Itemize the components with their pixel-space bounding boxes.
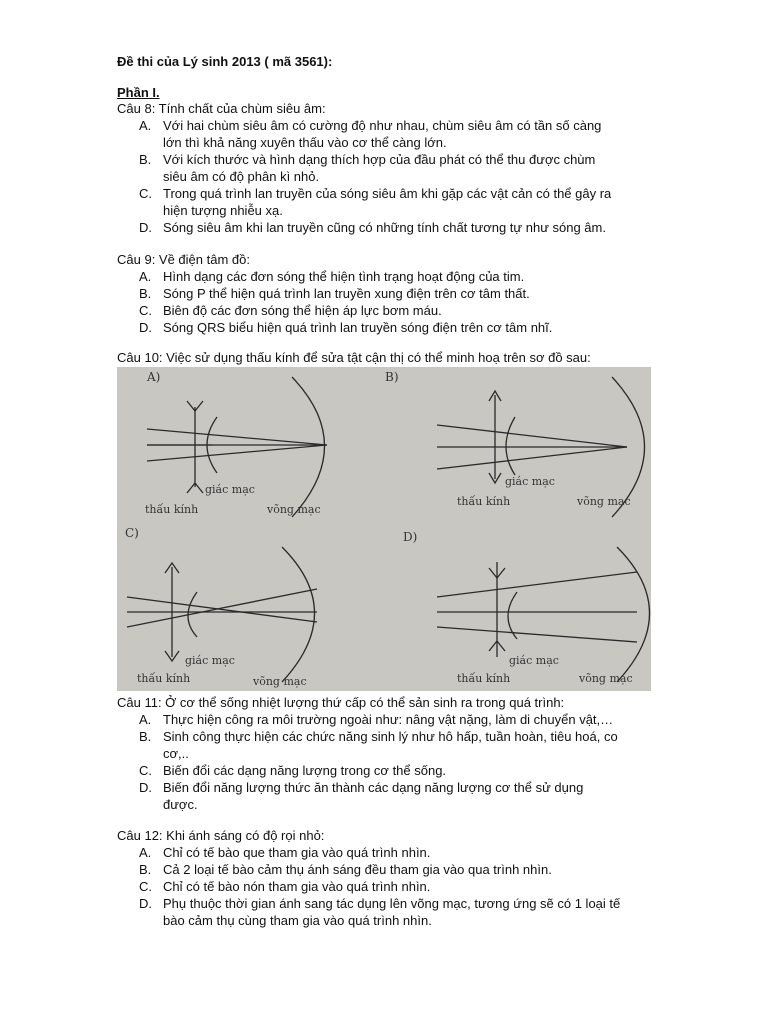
question-11-option-a bbox=[117, 711, 677, 728]
question-9 bbox=[117, 251, 677, 336]
question-12-option-d bbox=[117, 895, 677, 929]
option-letter: A. bbox=[139, 118, 152, 133]
option-letter: B. bbox=[139, 152, 152, 167]
question-9-option-d bbox=[117, 319, 677, 336]
panel-b-retina-label: võng mạc bbox=[577, 495, 631, 508]
option-line: Sóng QRS biểu hiện quá trình lan truyền sóng điện trên cơ tâm nhĩ. bbox=[163, 320, 553, 335]
option-line: Chỉ có tế bào que tham gia vào quá trình nhìn. bbox=[163, 845, 431, 860]
option-line: Thực hiện công ra môi trường ngoài như: nâng vật nặng, làm di chuyển vật,… bbox=[163, 712, 614, 727]
option-line: Biến đổi các dạng năng lượng trong cơ thể sống. bbox=[163, 763, 447, 778]
question-12 bbox=[117, 827, 677, 929]
panel-a bbox=[147, 377, 327, 517]
question-12-option-a bbox=[117, 844, 677, 861]
exam-title: Đề thi của Lý sinh 2013 ( mã 3561): bbox=[117, 54, 333, 69]
panel-a-lens-label: thấu kính bbox=[145, 503, 199, 516]
option-line: Với kích thước và hình dạng thích hợp của đầu phát có thể thu được chùm bbox=[163, 152, 596, 167]
question-11-option-b bbox=[117, 728, 677, 762]
panel-a-retina-label: võng mạc bbox=[267, 503, 321, 516]
option-letter: D. bbox=[139, 780, 152, 795]
option-line: Sinh công thực hiện các chức năng sinh lý như hô hấp, tuần hoàn, tiêu hoá, co bbox=[163, 729, 618, 744]
option-line: Sóng siêu âm khi lan truyền cũng có những tính chất tương tự như sóng âm. bbox=[163, 220, 606, 235]
question-8-option-b bbox=[117, 151, 677, 185]
option-line: bào cảm thụ cùng tham gia vào quá trình nhìn. bbox=[163, 913, 432, 928]
option-line: Phụ thuộc thời gian ánh sang tác dụng lên võng mạc, tương ứng sẽ có 1 loại tế bbox=[163, 896, 621, 911]
option-letter: C. bbox=[139, 763, 152, 778]
panel-c-cornea-label: giác mạc bbox=[185, 654, 235, 667]
option-letter: D. bbox=[139, 896, 152, 911]
panel-b-id: B) bbox=[385, 370, 399, 384]
option-line: Sóng P thể hiện quá trình lan truyền xung điện trên cơ tâm thất. bbox=[163, 286, 530, 301]
option-line: Biến đổi năng lượng thức ăn thành các dạng năng lượng cơ thể sử dụng bbox=[163, 780, 584, 795]
option-line: hiện tượng nhiễu xạ. bbox=[163, 203, 283, 218]
option-letter: B. bbox=[139, 286, 152, 301]
option-letter: C. bbox=[139, 303, 152, 318]
option-line: Cả 2 loại tế bào cảm thụ ánh sáng đều tham gia vào qua trình nhìn. bbox=[163, 862, 552, 877]
panel-c-lens-label: thấu kính bbox=[137, 672, 191, 685]
option-letter: D. bbox=[139, 320, 152, 335]
question-8-stem: Câu 8: Tính chất của chùm siêu âm: bbox=[117, 101, 326, 116]
panel-d-id: D) bbox=[403, 530, 418, 544]
option-line: được. bbox=[163, 797, 198, 812]
option-letter: A. bbox=[139, 712, 152, 727]
question-9-option-a bbox=[117, 268, 677, 285]
question-11-option-d bbox=[117, 779, 677, 813]
option-letter: A. bbox=[139, 845, 152, 860]
question-10 bbox=[117, 349, 677, 366]
option-letter: B. bbox=[139, 862, 152, 877]
option-letter: B. bbox=[139, 729, 152, 744]
option-letter: A. bbox=[139, 269, 152, 284]
panel-b-lens-label: thấu kính bbox=[457, 495, 511, 508]
option-line: Biên độ các đơn sóng thể hiện áp lực bơm máu. bbox=[163, 303, 442, 318]
panel-a-id: A) bbox=[147, 370, 161, 384]
question-9-option-c bbox=[117, 302, 677, 319]
question-10-stem: Câu 10: Việc sử dụng thấu kính để sửa tật cận thị có thể minh hoạ trên sơ đồ sau: bbox=[117, 350, 591, 365]
option-letter: C. bbox=[139, 186, 152, 201]
question-8-option-c bbox=[117, 185, 677, 219]
question-11 bbox=[117, 694, 677, 813]
question-8-option-a bbox=[117, 117, 677, 151]
panel-b-cornea-label: giác mạc bbox=[505, 475, 555, 488]
option-line: lớn thì khả năng xuyên thấu vào cơ thể càng lớn. bbox=[163, 135, 447, 150]
option-letter: D. bbox=[139, 220, 152, 235]
option-line: Trong quá trình lan truyền của sóng siêu âm khi gặp các vật cản có thể gây ra bbox=[163, 186, 612, 201]
option-line: Hình dạng các đơn sóng thể hiện tình trạng hoạt động của tim. bbox=[163, 269, 525, 284]
panel-c-id: C) bbox=[125, 526, 139, 540]
question-12-stem: Câu 12: Khi ánh sáng có độ rọi nhỏ: bbox=[117, 828, 325, 843]
lens-diagram-figure bbox=[117, 367, 651, 691]
question-12-option-b bbox=[117, 861, 677, 878]
option-line: Với hai chùm siêu âm có cường độ như nhau, chùm siêu âm có tần số càng bbox=[163, 118, 602, 133]
option-line: siêu âm có độ phân kì nhỏ. bbox=[163, 169, 320, 184]
option-line: Chỉ có tế bào nón tham gia vào quá trình nhìn. bbox=[163, 879, 431, 894]
lens-diagram-svg bbox=[117, 367, 651, 691]
option-letter: C. bbox=[139, 879, 152, 894]
question-11-stem: Câu 11: Ở cơ thể sống nhiệt lượng thứ cấp có thể sản sinh ra trong quá trình: bbox=[117, 695, 565, 710]
question-12-option-c bbox=[117, 878, 677, 895]
part-heading: Phần I. bbox=[117, 85, 160, 100]
question-9-option-b bbox=[117, 285, 677, 302]
panel-d-cornea-label: giác mạc bbox=[509, 654, 559, 667]
option-line: cơ,.. bbox=[163, 746, 189, 761]
question-8 bbox=[117, 100, 677, 236]
panel-d-retina-label: võng mạc bbox=[579, 672, 633, 685]
question-11-option-c bbox=[117, 762, 677, 779]
panel-d-lens-label: thấu kính bbox=[457, 672, 511, 685]
panel-c-retina-label: võng mạc bbox=[253, 675, 307, 688]
panel-a-cornea-label: giác mạc bbox=[205, 483, 255, 496]
question-8-option-d bbox=[117, 219, 677, 236]
question-9-stem: Câu 9: Về điện tâm đồ: bbox=[117, 252, 250, 267]
